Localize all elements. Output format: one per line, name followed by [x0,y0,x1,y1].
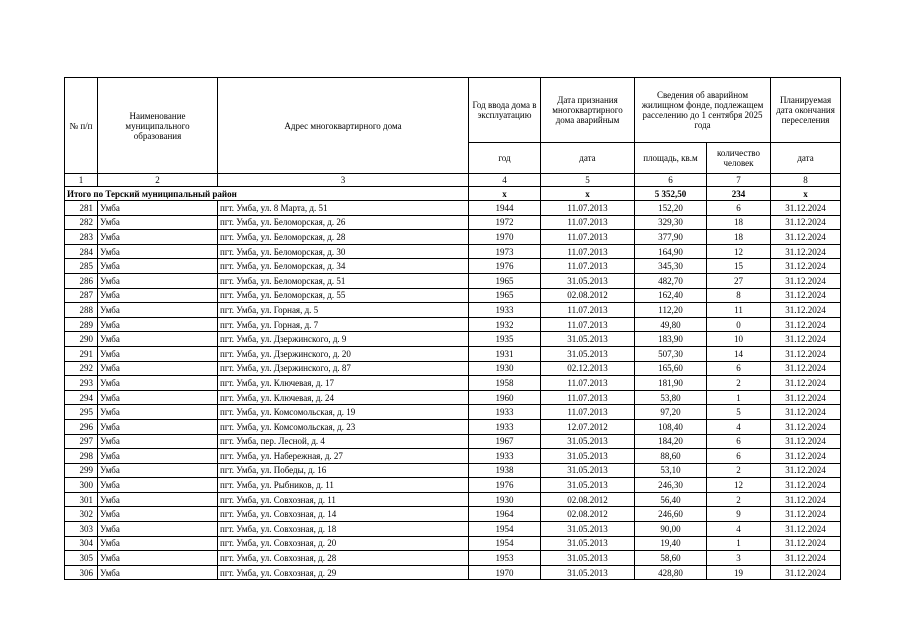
row-address: пгт. Умба, ул. Горная, д. 5 [218,303,469,318]
row-year: 1976 [469,478,541,493]
row-address: пгт. Умба, ул. Победы, д. 16 [218,463,469,478]
row-area: 246,30 [635,478,707,493]
row-num: 286 [65,273,98,288]
row-people: 8 [707,288,771,303]
row-area: 53,10 [635,463,707,478]
table-row [65,449,841,464]
row-municipality: Умба [98,565,218,580]
column-number: 8 [771,174,841,187]
row-people: 6 [707,434,771,449]
row-num: 291 [65,346,98,361]
row-area: 181,90 [635,376,707,391]
row-recognized-date: 11.07.2013 [541,390,635,405]
row-planned-end: 31.12.2024 [771,317,841,332]
row-area: 165,60 [635,361,707,376]
row-planned-end: 31.12.2024 [771,405,841,420]
header-municipality: Наименование муниципального образования [98,78,218,174]
header-recognized: Дата признания многоквартирного дома аварийным [541,78,635,143]
row-num: 293 [65,376,98,391]
row-num: 299 [65,463,98,478]
row-people: 6 [707,201,771,216]
row-people: 1 [707,390,771,405]
row-year: 1933 [469,405,541,420]
row-num: 295 [65,405,98,420]
row-address: пгт. Умба, пер. Лесной, д. 4 [218,434,469,449]
table-row [65,303,841,318]
row-municipality: Умба [98,536,218,551]
row-recognized-date: 31.05.2013 [541,449,635,464]
row-people: 6 [707,361,771,376]
table-row [65,478,841,493]
row-recognized-date: 02.08.2012 [541,288,635,303]
row-planned-end: 31.12.2024 [771,259,841,274]
row-planned-end: 31.12.2024 [771,346,841,361]
row-num: 294 [65,390,98,405]
row-num: 283 [65,230,98,245]
row-people: 2 [707,463,771,478]
row-num: 305 [65,551,98,566]
column-number: 1 [65,174,98,187]
total-label: Итого по Терский муниципальный район [65,187,469,201]
subheader-year: год [469,143,541,174]
row-area: 152,20 [635,201,707,216]
row-address: пгт. Умба, ул. Беломорская, д. 34 [218,259,469,274]
row-num: 281 [65,201,98,216]
row-year: 1960 [469,390,541,405]
row-planned-end: 31.12.2024 [771,288,841,303]
row-address: пгт. Умба, ул. Беломорская, д. 30 [218,244,469,259]
row-num: 284 [65,244,98,259]
row-planned-end: 31.12.2024 [771,303,841,318]
row-recognized-date: 11.07.2013 [541,303,635,318]
row-num: 301 [65,492,98,507]
row-address: пгт. Умба, ул. Дзержинского, д. 87 [218,361,469,376]
row-planned-end: 31.12.2024 [771,536,841,551]
total-date: x [541,187,635,201]
row-people: 3 [707,551,771,566]
row-municipality: Умба [98,303,218,318]
row-municipality: Умба [98,346,218,361]
row-people: 6 [707,449,771,464]
row-recognized-date: 31.05.2013 [541,565,635,580]
row-planned-end: 31.12.2024 [771,376,841,391]
row-people: 11 [707,303,771,318]
row-people: 12 [707,478,771,493]
row-recognized-date: 11.07.2013 [541,317,635,332]
row-recognized-date: 31.05.2013 [541,522,635,537]
row-municipality: Умба [98,405,218,420]
row-recognized-date: 31.05.2013 [541,434,635,449]
resettlement-table [64,77,841,580]
header-year-built: Год ввода дома в эксплуатацию [469,78,541,143]
row-address: пгт. Умба, ул. Набережная, д. 27 [218,449,469,464]
row-recognized-date: 31.05.2013 [541,463,635,478]
row-address: пгт. Умба, ул. Ключевая, д. 17 [218,376,469,391]
table-row [65,405,841,420]
row-planned-end: 31.12.2024 [771,478,841,493]
row-people: 10 [707,332,771,347]
table-row [65,419,841,434]
table-row [65,376,841,391]
row-people: 15 [707,259,771,274]
row-year: 1976 [469,259,541,274]
table-row [65,259,841,274]
row-planned-end: 31.12.2024 [771,273,841,288]
row-address: пгт. Умба, ул. 8 Марта, д. 51 [218,201,469,216]
row-municipality: Умба [98,259,218,274]
row-planned-end: 31.12.2024 [771,201,841,216]
row-recognized-date: 02.08.2012 [541,492,635,507]
row-municipality: Умба [98,492,218,507]
table-row [65,317,841,332]
row-address: пгт. Умба, ул. Дзержинского, д. 9 [218,332,469,347]
row-num: 292 [65,361,98,376]
row-municipality: Умба [98,376,218,391]
row-people: 18 [707,230,771,245]
table-row [65,434,841,449]
row-planned-end: 31.12.2024 [771,332,841,347]
row-recognized-date: 31.05.2013 [541,273,635,288]
row-area: 345,30 [635,259,707,274]
row-year: 1932 [469,317,541,332]
row-recognized-date: 11.07.2013 [541,376,635,391]
row-year: 1933 [469,419,541,434]
row-recognized-date: 11.07.2013 [541,244,635,259]
row-planned-end: 31.12.2024 [771,244,841,259]
row-people: 9 [707,507,771,522]
table-row [65,346,841,361]
row-municipality: Умба [98,419,218,434]
row-municipality: Умба [98,215,218,230]
row-year: 1930 [469,361,541,376]
row-people: 19 [707,565,771,580]
row-planned-end: 31.12.2024 [771,507,841,522]
header-fund-info: Сведения об аварийном жилищном фонде, подлежащем расселению до 1 сентября 2025 года [635,78,771,143]
row-address: пгт. Умба, ул. Ключевая, д. 24 [218,390,469,405]
row-area: 112,20 [635,303,707,318]
row-planned-end: 31.12.2024 [771,434,841,449]
row-num: 300 [65,478,98,493]
row-municipality: Умба [98,317,218,332]
column-number: 2 [98,174,218,187]
table-row [65,273,841,288]
row-address: пгт. Умба, ул. Совхозная, д. 28 [218,551,469,566]
row-planned-end: 31.12.2024 [771,565,841,580]
row-municipality: Умба [98,244,218,259]
row-people: 1 [707,536,771,551]
row-area: 183,90 [635,332,707,347]
row-year: 1973 [469,244,541,259]
row-municipality: Умба [98,522,218,537]
table-row [65,288,841,303]
header-num: № п/п [65,78,98,174]
row-num: 302 [65,507,98,522]
row-num: 296 [65,419,98,434]
row-num: 297 [65,434,98,449]
table-row [65,536,841,551]
row-area: 58,60 [635,551,707,566]
column-number-row [65,174,841,187]
row-num: 290 [65,332,98,347]
row-year: 1930 [469,492,541,507]
row-municipality: Умба [98,230,218,245]
row-recognized-date: 02.12.2013 [541,361,635,376]
row-planned-end: 31.12.2024 [771,551,841,566]
row-num: 304 [65,536,98,551]
row-area: 53,80 [635,390,707,405]
row-address: пгт. Умба, ул. Комсомольская, д. 23 [218,419,469,434]
row-planned-end: 31.12.2024 [771,419,841,434]
row-planned-end: 31.12.2024 [771,449,841,464]
row-year: 1935 [469,332,541,347]
row-address: пгт. Умба, ул. Беломорская, д. 26 [218,215,469,230]
row-recognized-date: 31.05.2013 [541,478,635,493]
row-people: 4 [707,522,771,537]
column-number: 4 [469,174,541,187]
table-row [65,522,841,537]
row-area: 428,80 [635,565,707,580]
row-municipality: Умба [98,273,218,288]
subheader-date2: дата [771,143,841,174]
row-year: 1933 [469,303,541,318]
row-area: 377,90 [635,230,707,245]
row-municipality: Умба [98,551,218,566]
row-area: 162,40 [635,288,707,303]
row-recognized-date: 31.05.2013 [541,551,635,566]
row-address: пгт. Умба, ул. Рыбников, д. 11 [218,478,469,493]
row-address: пгт. Умба, ул. Горная, д. 7 [218,317,469,332]
row-recognized-date: 31.05.2013 [541,332,635,347]
row-area: 97,20 [635,405,707,420]
row-year: 1964 [469,507,541,522]
column-number: 7 [707,174,771,187]
row-address: пгт. Умба, ул. Комсомольская, д. 19 [218,405,469,420]
row-year: 1938 [469,463,541,478]
table-row [65,332,841,347]
row-recognized-date: 11.07.2013 [541,215,635,230]
column-number: 3 [218,174,469,187]
row-area: 329,30 [635,215,707,230]
row-municipality: Умба [98,478,218,493]
row-address: пгт. Умба, ул. Совхозная, д. 29 [218,565,469,580]
row-address: пгт. Умба, ул. Совхозная, д. 11 [218,492,469,507]
row-area: 88,60 [635,449,707,464]
subheader-area: площадь, кв.м [635,143,707,174]
row-area: 56,40 [635,492,707,507]
row-num: 282 [65,215,98,230]
row-year: 1965 [469,288,541,303]
row-people: 4 [707,419,771,434]
table-row [65,551,841,566]
row-recognized-date: 11.07.2013 [541,405,635,420]
row-planned-end: 31.12.2024 [771,522,841,537]
row-recognized-date: 11.07.2013 [541,201,635,216]
row-area: 49,80 [635,317,707,332]
table-row [65,390,841,405]
row-num: 303 [65,522,98,537]
row-municipality: Умба [98,507,218,522]
row-area: 246,60 [635,507,707,522]
total-row [65,187,841,201]
row-planned-end: 31.12.2024 [771,230,841,245]
row-planned-end: 31.12.2024 [771,361,841,376]
row-recognized-date: 11.07.2013 [541,259,635,274]
row-num: 288 [65,303,98,318]
column-number: 5 [541,174,635,187]
row-address: пгт. Умба, ул. Совхозная, д. 18 [218,522,469,537]
table-row [65,565,841,580]
row-people: 27 [707,273,771,288]
table-row [65,215,841,230]
table-row [65,201,841,216]
table-row [65,507,841,522]
row-planned-end: 31.12.2024 [771,390,841,405]
row-num: 287 [65,288,98,303]
header-address: Адрес многоквартирного дома [218,78,469,174]
row-planned-end: 31.12.2024 [771,463,841,478]
row-municipality: Умба [98,288,218,303]
row-people: 0 [707,317,771,332]
total-people: 234 [707,187,771,201]
row-municipality: Умба [98,332,218,347]
row-municipality: Умба [98,390,218,405]
subheader-date: дата [541,143,635,174]
row-address: пгт. Умба, ул. Беломорская, д. 28 [218,230,469,245]
row-num: 289 [65,317,98,332]
row-area: 184,20 [635,434,707,449]
row-area: 164,90 [635,244,707,259]
row-year: 1972 [469,215,541,230]
row-recognized-date: 12.07.2012 [541,419,635,434]
row-year: 1967 [469,434,541,449]
row-num: 306 [65,565,98,580]
row-recognized-date: 31.05.2013 [541,346,635,361]
table-row [65,492,841,507]
row-year: 1931 [469,346,541,361]
row-municipality: Умба [98,463,218,478]
row-area: 482,70 [635,273,707,288]
row-year: 1944 [469,201,541,216]
header-planned-end: Планируемая дата окончания переселения [771,78,841,143]
row-year: 1954 [469,522,541,537]
row-people: 18 [707,215,771,230]
row-area: 19,40 [635,536,707,551]
row-year: 1933 [469,449,541,464]
row-people: 14 [707,346,771,361]
subheader-people: количество человек [707,143,771,174]
row-num: 298 [65,449,98,464]
row-recognized-date: 11.07.2013 [541,230,635,245]
table-row [65,244,841,259]
column-number: 6 [635,174,707,187]
row-planned-end: 31.12.2024 [771,492,841,507]
row-people: 5 [707,405,771,420]
row-year: 1965 [469,273,541,288]
row-address: пгт. Умба, ул. Беломорская, д. 51 [218,273,469,288]
row-area: 90,00 [635,522,707,537]
total-year: x [469,187,541,201]
row-address: пгт. Умба, ул. Беломорская, д. 55 [218,288,469,303]
row-recognized-date: 31.05.2013 [541,536,635,551]
total-area: 5 352,50 [635,187,707,201]
row-people: 2 [707,492,771,507]
row-planned-end: 31.12.2024 [771,215,841,230]
row-people: 2 [707,376,771,391]
row-municipality: Умба [98,434,218,449]
row-municipality: Умба [98,361,218,376]
table-row [65,230,841,245]
row-address: пгт. Умба, ул. Совхозная, д. 14 [218,507,469,522]
row-area: 507,30 [635,346,707,361]
row-address: пгт. Умба, ул. Совхозная, д. 20 [218,536,469,551]
row-address: пгт. Умба, ул. Дзержинского, д. 20 [218,346,469,361]
row-num: 285 [65,259,98,274]
table-row [65,361,841,376]
total-end: x [771,187,841,201]
row-people: 12 [707,244,771,259]
table-row [65,463,841,478]
row-year: 1953 [469,551,541,566]
row-year: 1954 [469,536,541,551]
row-municipality: Умба [98,449,218,464]
row-year: 1970 [469,565,541,580]
row-year: 1958 [469,376,541,391]
row-year: 1970 [469,230,541,245]
row-area: 108,40 [635,419,707,434]
row-recognized-date: 02.08.2012 [541,507,635,522]
row-municipality: Умба [98,201,218,216]
